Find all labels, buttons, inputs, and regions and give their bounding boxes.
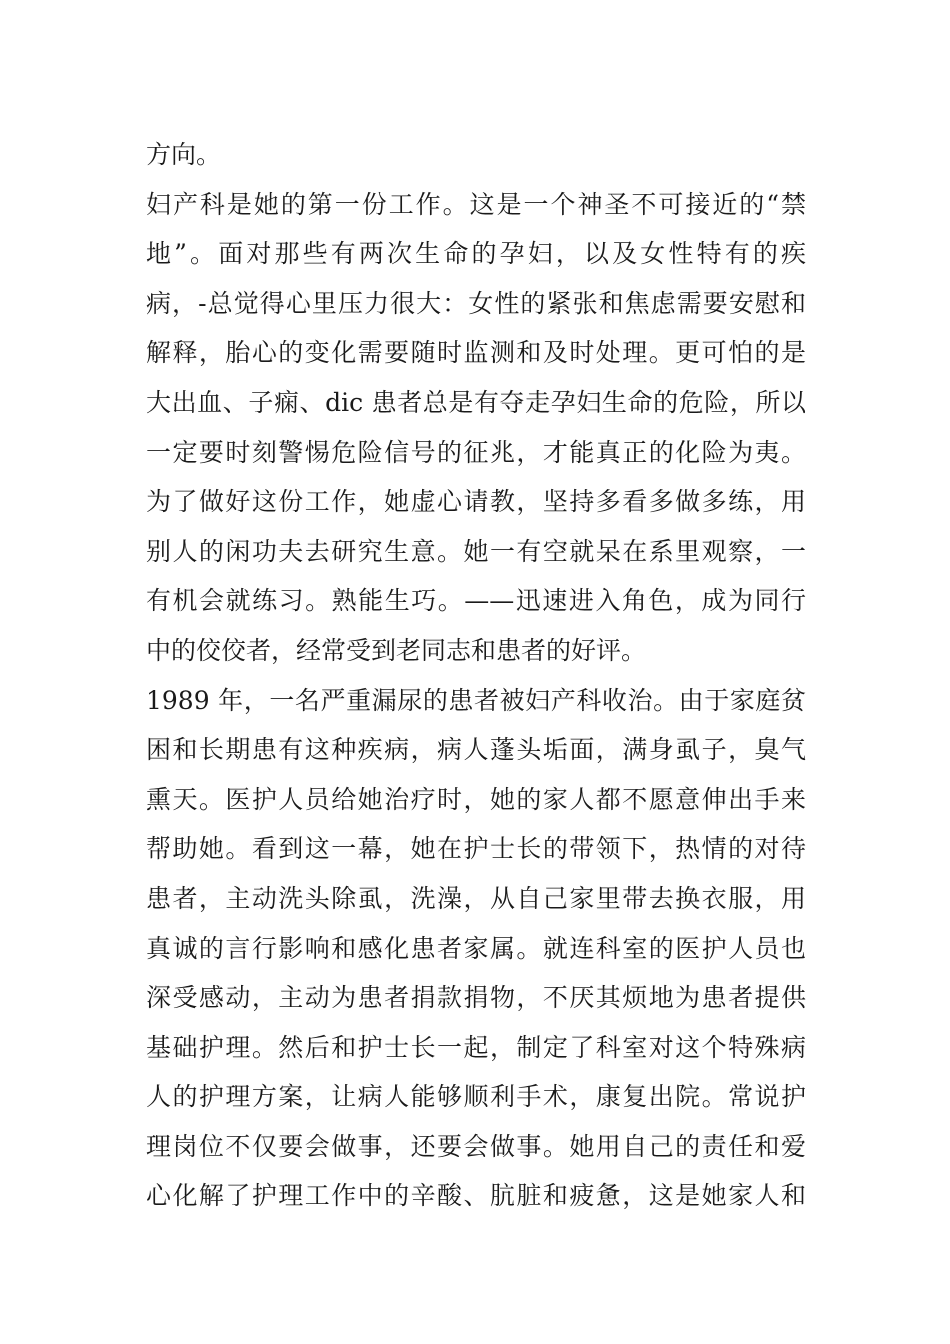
text-line: 帮助她。看到这一幕，她在护士长的带领下，热情的对待 (146, 834, 806, 864)
text-line: 妇产科是她的第一份工作。这是一个神圣不可接近的“禁 (146, 189, 806, 219)
text-line: 真诚的言行影响和感化患者家属。就连科室的医护人员也 (146, 933, 806, 963)
text-line: 困和长期患有这种疾病，病人蓬头垢面，满身虱子，臭气 (146, 735, 806, 765)
text-line: 熏天。医护人员给她治疗时，她的家人都不愿意伸出手来 (146, 784, 806, 814)
text-line: 理岗位不仅要会做事，还要会做事。她用自己的责任和爱 (146, 1131, 806, 1161)
text-line: 有机会就练习。熟能生巧。——迅速进入角色，成为同行 (146, 586, 806, 616)
text-line: 病，-总觉得心里压力很大：女性的紧张和焦虑需要安慰和 (146, 288, 806, 318)
text-line: 解释，胎心的变化需要随时监测和及时处理。更可怕的是 (146, 338, 806, 368)
text-line: 1989 年，一名严重漏尿的患者被妇产科收治。由于家庭贫 (146, 685, 806, 715)
text-line: 基础护理。然后和护士长一起，制定了科室对这个特殊病 (146, 1032, 806, 1062)
text-line: 人的护理方案，让病人能够顺利手术，康复出院。常说护 (146, 1082, 806, 1112)
text-line: 心化解了护理工作中的辛酸、肮脏和疲惫，这是她家人和 (146, 1181, 806, 1211)
text-line: 中的佼佼者，经常受到老同志和患者的好评。 (146, 635, 647, 665)
text-line: 地”。面对那些有两次生命的孕妇，以及女性特有的疾 (146, 239, 806, 269)
text-line: 为了做好这份工作，她虚心请教，坚持多看多做多练，用 (146, 487, 806, 517)
text-line: 深受感动，主动为患者捐款捐物，不厌其烦地为患者提供 (146, 983, 806, 1013)
text-line: 大出血、子痫、dic 患者总是有夺走孕妇生命的危险，所以 (146, 387, 806, 417)
text-line: 别人的闲功夫去研究生意。她一有空就呆在系里观察，一 (146, 536, 806, 566)
text-line: 患者，主动洗头除虱，洗澡，从自己家里带去换衣服，用 (146, 883, 806, 913)
body-text (146, 130, 806, 1221)
text-line: 方向。 (146, 140, 222, 169)
text-line: 一定要时刻警惕危险信号的征兆，才能真正的化险为夷。 (146, 437, 806, 467)
